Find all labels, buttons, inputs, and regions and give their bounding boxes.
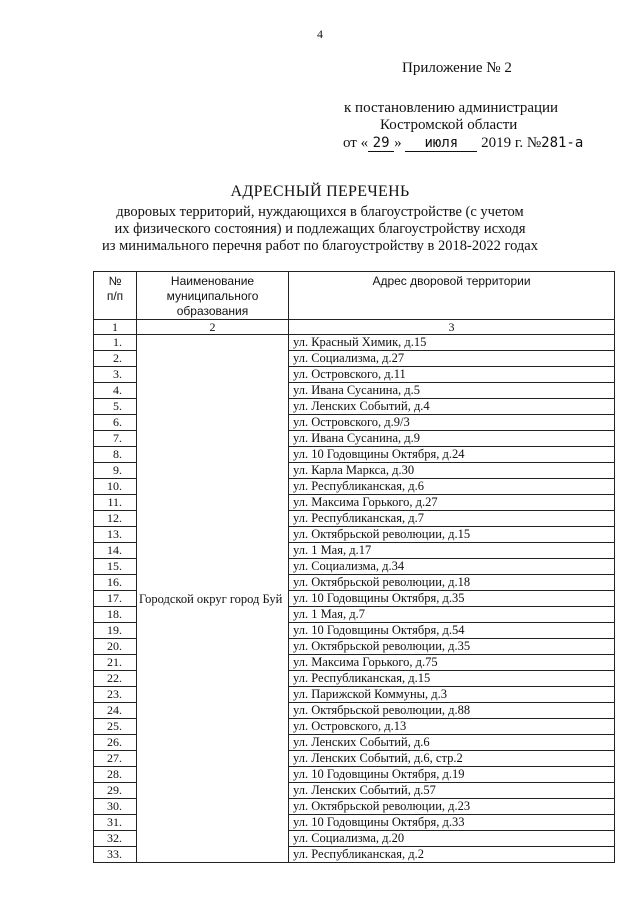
row-number: 17. xyxy=(94,591,137,607)
row-number: 5. xyxy=(94,399,137,415)
document-title: АДРЕСНЫЙ ПЕРЕЧЕНЬ xyxy=(230,183,410,200)
row-number: 21. xyxy=(94,655,137,671)
date-prefix: от « xyxy=(343,135,369,151)
row-number: 30. xyxy=(94,799,137,815)
row-number: 22. xyxy=(94,671,137,687)
address-cell: ул. Ивана Сусанина, д.9 xyxy=(289,431,615,447)
address-cell: ул. Социализма, д.34 xyxy=(289,559,615,575)
address-cell: ул. 1 Мая, д.7 xyxy=(289,607,615,623)
address-cell: ул. Островского, д.13 xyxy=(289,719,615,735)
table-body xyxy=(94,335,615,863)
address-cell: ул. Ленских Событий, д.57 xyxy=(289,783,615,799)
row-number: 6. xyxy=(94,415,137,431)
row-number: 26. xyxy=(94,735,137,751)
address-cell: ул. 10 Годовщины Октября, д.33 xyxy=(289,815,615,831)
address-cell: ул. Октябрьской революции, д.23 xyxy=(289,799,615,815)
header-municipality: Наименование муниципального образования xyxy=(137,272,289,320)
column-number: 3 xyxy=(289,320,615,335)
row-number: 23. xyxy=(94,687,137,703)
row-number: 8. xyxy=(94,447,137,463)
address-cell: ул. Максима Горького, д.27 xyxy=(289,495,615,511)
row-number: 15. xyxy=(94,559,137,575)
region-line: Костромской области xyxy=(380,117,518,133)
row-number: 33. xyxy=(94,847,137,863)
appendix-label: Приложение № 2 xyxy=(402,60,512,76)
date-year: 2019 г. № xyxy=(481,135,542,151)
address-cell: ул. Ленских Событий, д.6, стр.2 xyxy=(289,751,615,767)
decree-date-line xyxy=(343,135,583,152)
address-cell: ул. Ленских Событий, д.4 xyxy=(289,399,615,415)
address-cell: ул. 10 Годовщины Октября, д.19 xyxy=(289,767,615,783)
address-cell: ул. Ленских Событий, д.6 xyxy=(289,735,615,751)
row-number: 14. xyxy=(94,543,137,559)
header-address: Адрес дворовой территории xyxy=(289,272,615,320)
address-cell: ул. Островского, д.11 xyxy=(289,367,615,383)
row-number: 7. xyxy=(94,431,137,447)
title-block xyxy=(0,183,640,255)
municipality-cell: Городской округ город Буй xyxy=(137,335,289,863)
date-mid: » xyxy=(394,135,402,151)
header-num: № п/п xyxy=(94,272,137,320)
row-number: 25. xyxy=(94,719,137,735)
page-number: 4 xyxy=(317,27,323,41)
address-cell: ул. Октябрьской революции, д.35 xyxy=(289,639,615,655)
address-table xyxy=(93,271,615,863)
address-cell: ул. Социализма, д.27 xyxy=(289,351,615,367)
row-number: 32. xyxy=(94,831,137,847)
row-number: 10. xyxy=(94,479,137,495)
address-cell: ул. Октябрьской революции, д.15 xyxy=(289,527,615,543)
row-number: 29. xyxy=(94,783,137,799)
address-cell: ул. Социализма, д.20 xyxy=(289,831,615,847)
row-number: 2. xyxy=(94,351,137,367)
address-cell: ул. 10 Годовщины Октября, д.35 xyxy=(289,591,615,607)
address-cell: ул. Республиканская, д.6 xyxy=(289,479,615,495)
address-cell: ул. Парижской Коммуны, д.3 xyxy=(289,687,615,703)
row-number: 13. xyxy=(94,527,137,543)
address-cell: ул. Максима Горького, д.75 xyxy=(289,655,615,671)
row-number: 18. xyxy=(94,607,137,623)
row-number: 20. xyxy=(94,639,137,655)
subtitle-line: их физического состояния) и подлежащих благоустройству исходя xyxy=(114,221,526,237)
address-cell: ул. 10 Годовщины Октября, д.24 xyxy=(289,447,615,463)
date-month: июля xyxy=(405,136,477,152)
date-day: 29 xyxy=(368,136,394,152)
subtitle-line: дворовых территорий, нуждающихся в благоустройстве (с учетом xyxy=(116,204,524,220)
address-cell: ул. Октябрьской революции, д.18 xyxy=(289,575,615,591)
row-number: 4. xyxy=(94,383,137,399)
document-subtitle xyxy=(0,204,640,255)
row-number: 3. xyxy=(94,367,137,383)
row-number: 27. xyxy=(94,751,137,767)
address-cell: ул. Республиканская, д.7 xyxy=(289,511,615,527)
address-cell: ул. 10 Годовщины Октября, д.54 xyxy=(289,623,615,639)
row-number: 11. xyxy=(94,495,137,511)
row-number: 19. xyxy=(94,623,137,639)
row-number: 31. xyxy=(94,815,137,831)
row-number: 28. xyxy=(94,767,137,783)
decree-number: 281-а xyxy=(541,135,584,151)
row-number: 24. xyxy=(94,703,137,719)
address-cell: ул. Республиканская, д.15 xyxy=(289,671,615,687)
table-row xyxy=(94,335,615,351)
address-cell: ул. Красный Химик, д.15 xyxy=(289,335,615,351)
column-number: 2 xyxy=(137,320,289,335)
column-number: 1 xyxy=(94,320,137,335)
address-cell: ул. Карла Маркса, д.30 xyxy=(289,463,615,479)
address-cell: ул. Ивана Сусанина, д.5 xyxy=(289,383,615,399)
row-number: 16. xyxy=(94,575,137,591)
row-number: 1. xyxy=(94,335,137,351)
row-number: 9. xyxy=(94,463,137,479)
row-number: 12. xyxy=(94,511,137,527)
subtitle-line: из минимального перечня работ по благоустройству в 2018-2022 годах xyxy=(102,238,538,254)
address-cell: ул. 1 Мая, д.17 xyxy=(289,543,615,559)
address-cell: ул. Республиканская, д.2 xyxy=(289,847,615,863)
address-cell: ул. Островского, д.9/3 xyxy=(289,415,615,431)
decree-line: к постановлению администрации xyxy=(344,100,559,116)
address-cell: ул. Октябрьской революции, д.88 xyxy=(289,703,615,719)
